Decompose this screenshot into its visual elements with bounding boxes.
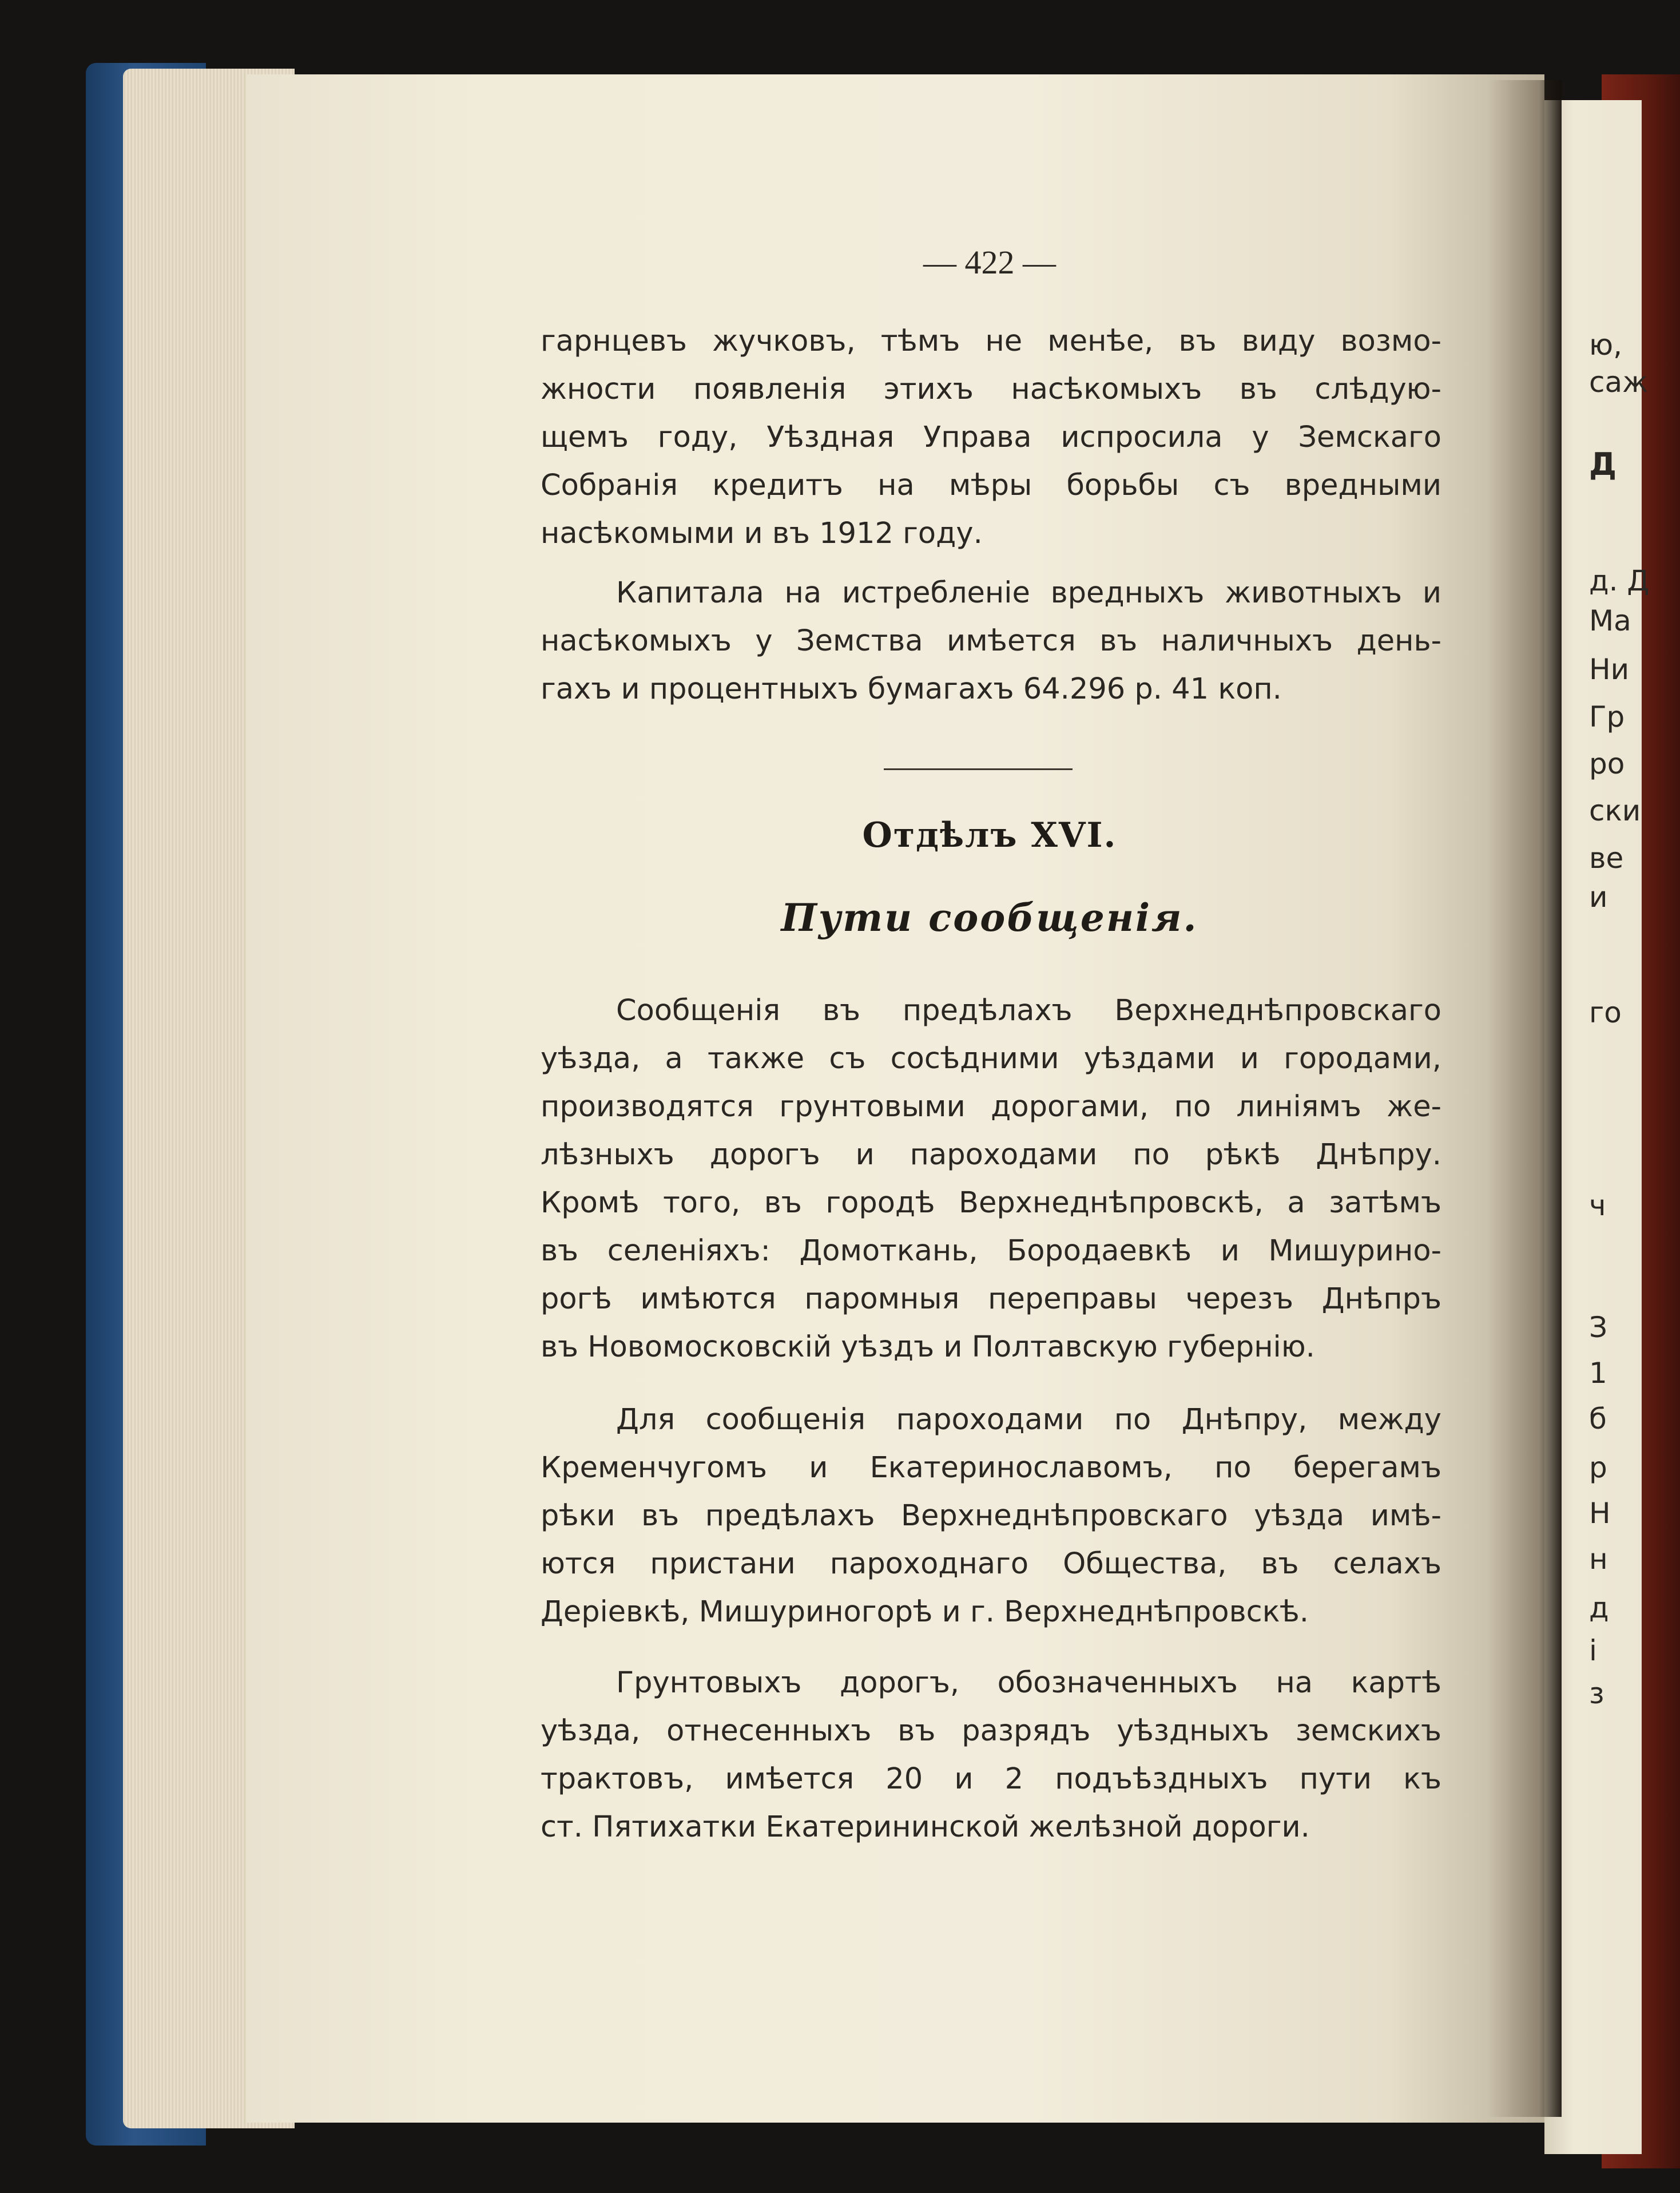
next-page-fragment: Ни — [1589, 653, 1630, 686]
paragraph-locust-credit — [541, 318, 1441, 558]
next-page-fragment: го — [1589, 996, 1622, 1029]
section-title: Отдѣлъ XVI. — [862, 815, 1117, 855]
section-subtitle: Пути сообщенія. — [781, 895, 1198, 940]
next-page-fragment: Д — [1589, 446, 1617, 482]
text-line: Грунтовыхъ дорогъ, обозначенныхъ на картѣ — [616, 1666, 1441, 1700]
next-page-fragment: і — [1589, 1634, 1597, 1667]
next-page-fragment: д — [1589, 1591, 1609, 1624]
next-page-fragment: н — [1589, 1542, 1608, 1576]
next-page-fragment: саж — [1589, 366, 1649, 399]
next-page-fragment: Ма — [1589, 604, 1631, 637]
text-line: ст. Пятихатки Екатерининской желѣзной дороги. — [541, 1810, 1310, 1844]
next-page-fragment: ро — [1589, 747, 1625, 780]
next-page-fragment: 1 — [1589, 1357, 1607, 1390]
paragraph-roads — [541, 1659, 1441, 1851]
paragraph-steamers — [541, 1396, 1441, 1636]
text-line: Деріевкѣ, Мишуриногорѣ и г. Верхнеднѣпровскѣ. — [541, 1595, 1309, 1629]
text-line: рѣки въ предѣлахъ Верхнеднѣпровскаго уѣзда имѣ- — [541, 1499, 1441, 1533]
next-page-fragment: Гр — [1589, 700, 1625, 733]
next-page-fragment: ски — [1589, 794, 1641, 827]
text-line: Кромѣ того, въ городѣ Верхнеднѣпровскѣ, а затѣмъ — [541, 1186, 1441, 1220]
text-line: Капитала на истребленіе вредныхъ животныхъ и — [616, 576, 1441, 610]
next-page-fragment: р — [1589, 1451, 1607, 1484]
text-line: уѣзда, отнесенныхъ въ разрядъ уѣздныхъ земскихъ — [541, 1714, 1441, 1748]
paragraph-capital — [541, 569, 1441, 713]
next-page-fragment: ч — [1589, 1189, 1606, 1222]
text-line: рогѣ имѣются паромныя переправы черезъ Днѣпръ — [541, 1282, 1441, 1316]
next-page-fragment: д. Д — [1589, 564, 1650, 597]
next-page-fragment: б — [1589, 1402, 1607, 1435]
next-page-fragment: ве — [1589, 842, 1624, 875]
next-page-fragment: ю, — [1589, 328, 1622, 362]
text-line: гахъ и процентныхъ бумагахъ 64.296 р. 41 коп. — [541, 672, 1282, 706]
text-line: Собранія кредитъ на мѣры борьбы съ вредными — [541, 469, 1441, 502]
section-divider — [884, 768, 1073, 770]
page-number: — 422 — — [923, 244, 1056, 281]
text-line: производятся грунтовыми дорогами, по линіямъ же- — [541, 1090, 1441, 1124]
book-gutter-shadow — [1487, 80, 1562, 2117]
text-line: ются пристани пароходнаго Общества, въ селахъ — [541, 1547, 1441, 1581]
text-line: насѣкомыхъ у Земства имѣется въ наличныхъ день- — [541, 624, 1441, 658]
next-page-fragment: З — [1589, 1311, 1608, 1344]
text-line: уѣзда, а также съ сосѣдними уѣздами и городами, — [541, 1042, 1441, 1076]
text-line: въ Новомосковскій уѣздъ и Полтавскую губернію. — [541, 1330, 1315, 1364]
text-line: въ селеніяхъ: Домоткань, Бородаевкѣ и Мишурино- — [541, 1234, 1441, 1268]
text-line: Для сообщенія пароходами по Днѣпру, между — [616, 1403, 1441, 1437]
text-line: лѣзныхъ дорогъ и пароходами по рѣкѣ Днѣпру. — [541, 1138, 1441, 1172]
text-line: трактовъ, имѣется 20 и 2 подъѣздныхъ пути къ — [541, 1762, 1441, 1796]
next-page-fragment: Н — [1589, 1497, 1611, 1530]
text-line: гарнцевъ жучковъ, тѣмъ не менѣе, въ виду возмо- — [541, 324, 1441, 358]
text-line: Кременчугомъ и Екатеринославомъ, по берегамъ — [541, 1451, 1441, 1485]
next-page-fragment: з — [1589, 1677, 1604, 1710]
text-line: насѣкомыми и въ 1912 году. — [541, 517, 983, 550]
next-page-fragment: и — [1589, 881, 1608, 914]
paragraph-communications — [541, 987, 1441, 1371]
text-line: жности появленія этихъ насѣкомыхъ въ слѣдую- — [541, 372, 1441, 406]
text-line: Сообщенія въ предѣлахъ Верхнеднѣпровскаго — [616, 994, 1441, 1028]
text-line: щемъ году, Уѣздная Управа испросила у Земскаго — [541, 421, 1441, 454]
